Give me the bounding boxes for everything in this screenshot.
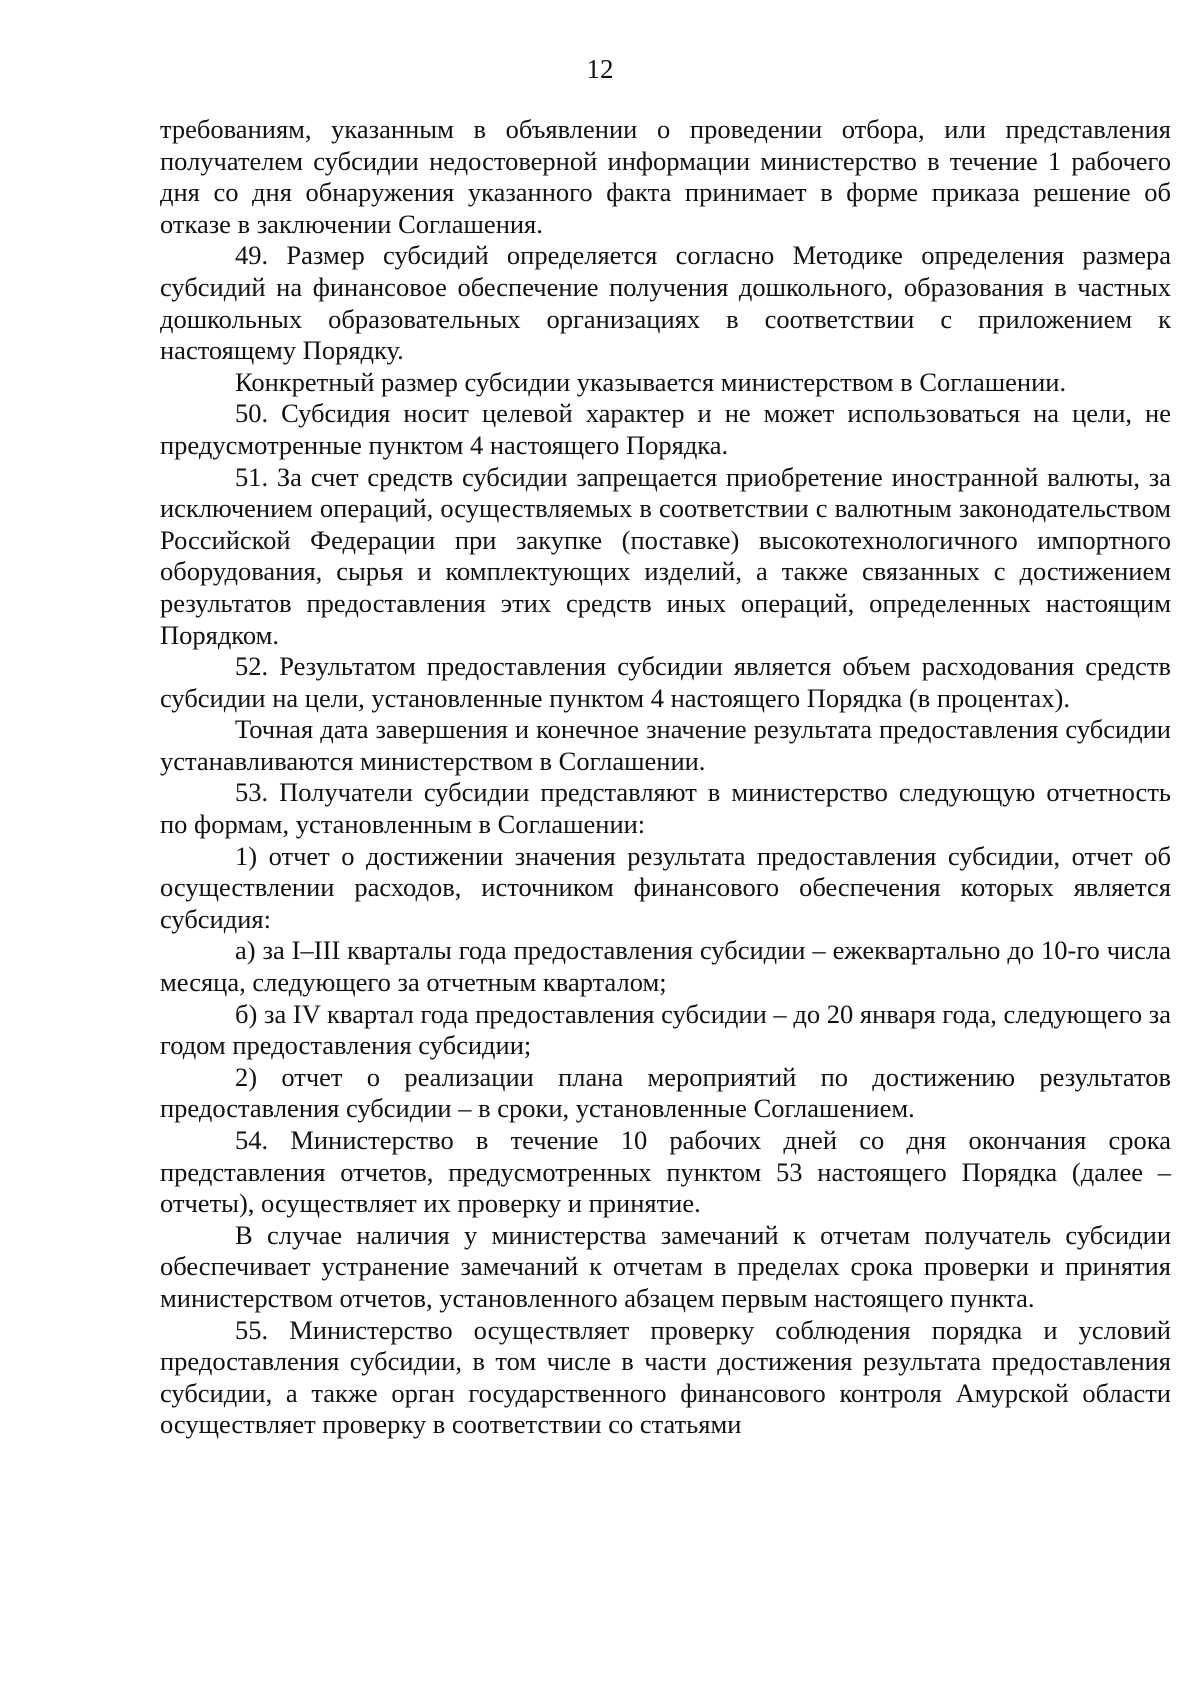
paragraph-item-53: 53. Получатели субсидии представляют в министерство следующую отчетность по формам, установленным в Соглашении: <box>160 777 1171 840</box>
paragraph-result-date: Точная дата завершения и конечное значение результата предоставления субсидии устанавливаются министерством в Соглашении. <box>160 714 1171 776</box>
paragraph-subitem-1: 1) отчет о достижении значения результата предоставления субсидии, отчет об осуществлении расходов, источником финансового обеспечения которых является субсидия: <box>160 840 1171 934</box>
paragraph-subsidy-amount: Конкретный размер субсидии указывается министерством в Соглашении. <box>235 366 1067 397</box>
paragraph-item-52: 52. Результатом предоставления субсидии является объем расходования средств субсидии на цели, установленные пунктом 4 настоящего Порядка (в процентах). <box>160 651 1171 713</box>
paragraph-item-49: 49. Размер субсидий определяется согласно Методике определения размера субсидий на финансовое обеспечение получения дошкольного, образования в частных дошкольных образовательных организациях в соответствии с приложением к настоящему Порядку. <box>160 240 1171 366</box>
paragraph-item-55: 55. Министерство осуществляет проверку соблюдения порядка и условий предоставления субсидии, в том числе в части достижения результата предоставления субсидии, а также орган государственного финансового контроля Амурской области осуществляет проверку в соответствии со статьями <box>160 1314 1171 1440</box>
document-body <box>160 114 1171 1441</box>
page-number: 12 <box>586 54 614 84</box>
paragraph-item-54: 54. Министерство в течение 10 рабочих дней со дня окончания срока представления отчетов, предусмотренных пунктом 53 настоящего Порядка (далее – отчеты), осуществляет их проверку и принятие. <box>160 1125 1171 1219</box>
paragraph-item-51: 51. За счет средств субсидии запрещается приобретение иностранной валюты, за исключением операций, осуществляемых в соответствии с валютным законодательством Российской Федерации при закупке (поставке) высокотехнологичного импортного оборудования, сырья и комплектующих изделий, а также связанных с достижением результатов предоставления этих средств иных операций, определенных настоящим Порядком. <box>160 461 1171 650</box>
paragraph-continuation: требованиям, указанным в объявлении о проведении отбора, или представления получателем субсидии недостоверной информации министерство в течение 1 рабочего дня со дня обнаружения указанного факта принимает в форме приказа решение об отказе в заключении Соглашения. <box>160 114 1171 239</box>
paragraph-subitem-a: а) за I–III кварталы года предоставления субсидии – ежеквартально до 10-го числа месяца, следующего за отчетным кварталом; <box>160 935 1171 998</box>
paragraph-subitem-b: б) за IV квартал года предоставления субсидии – до 20 января года, следующего за годом предоставления субсидии; <box>160 998 1171 1061</box>
paragraph-subitem-2: 2) отчет о реализации плана мероприятий по достижению результатов предоставления субсидии – в сроки, установленные Соглашением. <box>160 1061 1171 1124</box>
paragraph-item-50: 50. Субсидия носит целевой характер и не может использоваться на цели, не предусмотренные пунктом 4 настоящего Порядка. <box>160 398 1171 460</box>
paragraph-remarks: В случае наличия у министерства замечаний к отчетам получатель субсидии обеспечивает устранение замечаний к отчетам в пределах срока проверки и принятия министерством отчетов, установленного абзацем первым настоящего пункта. <box>160 1219 1171 1313</box>
